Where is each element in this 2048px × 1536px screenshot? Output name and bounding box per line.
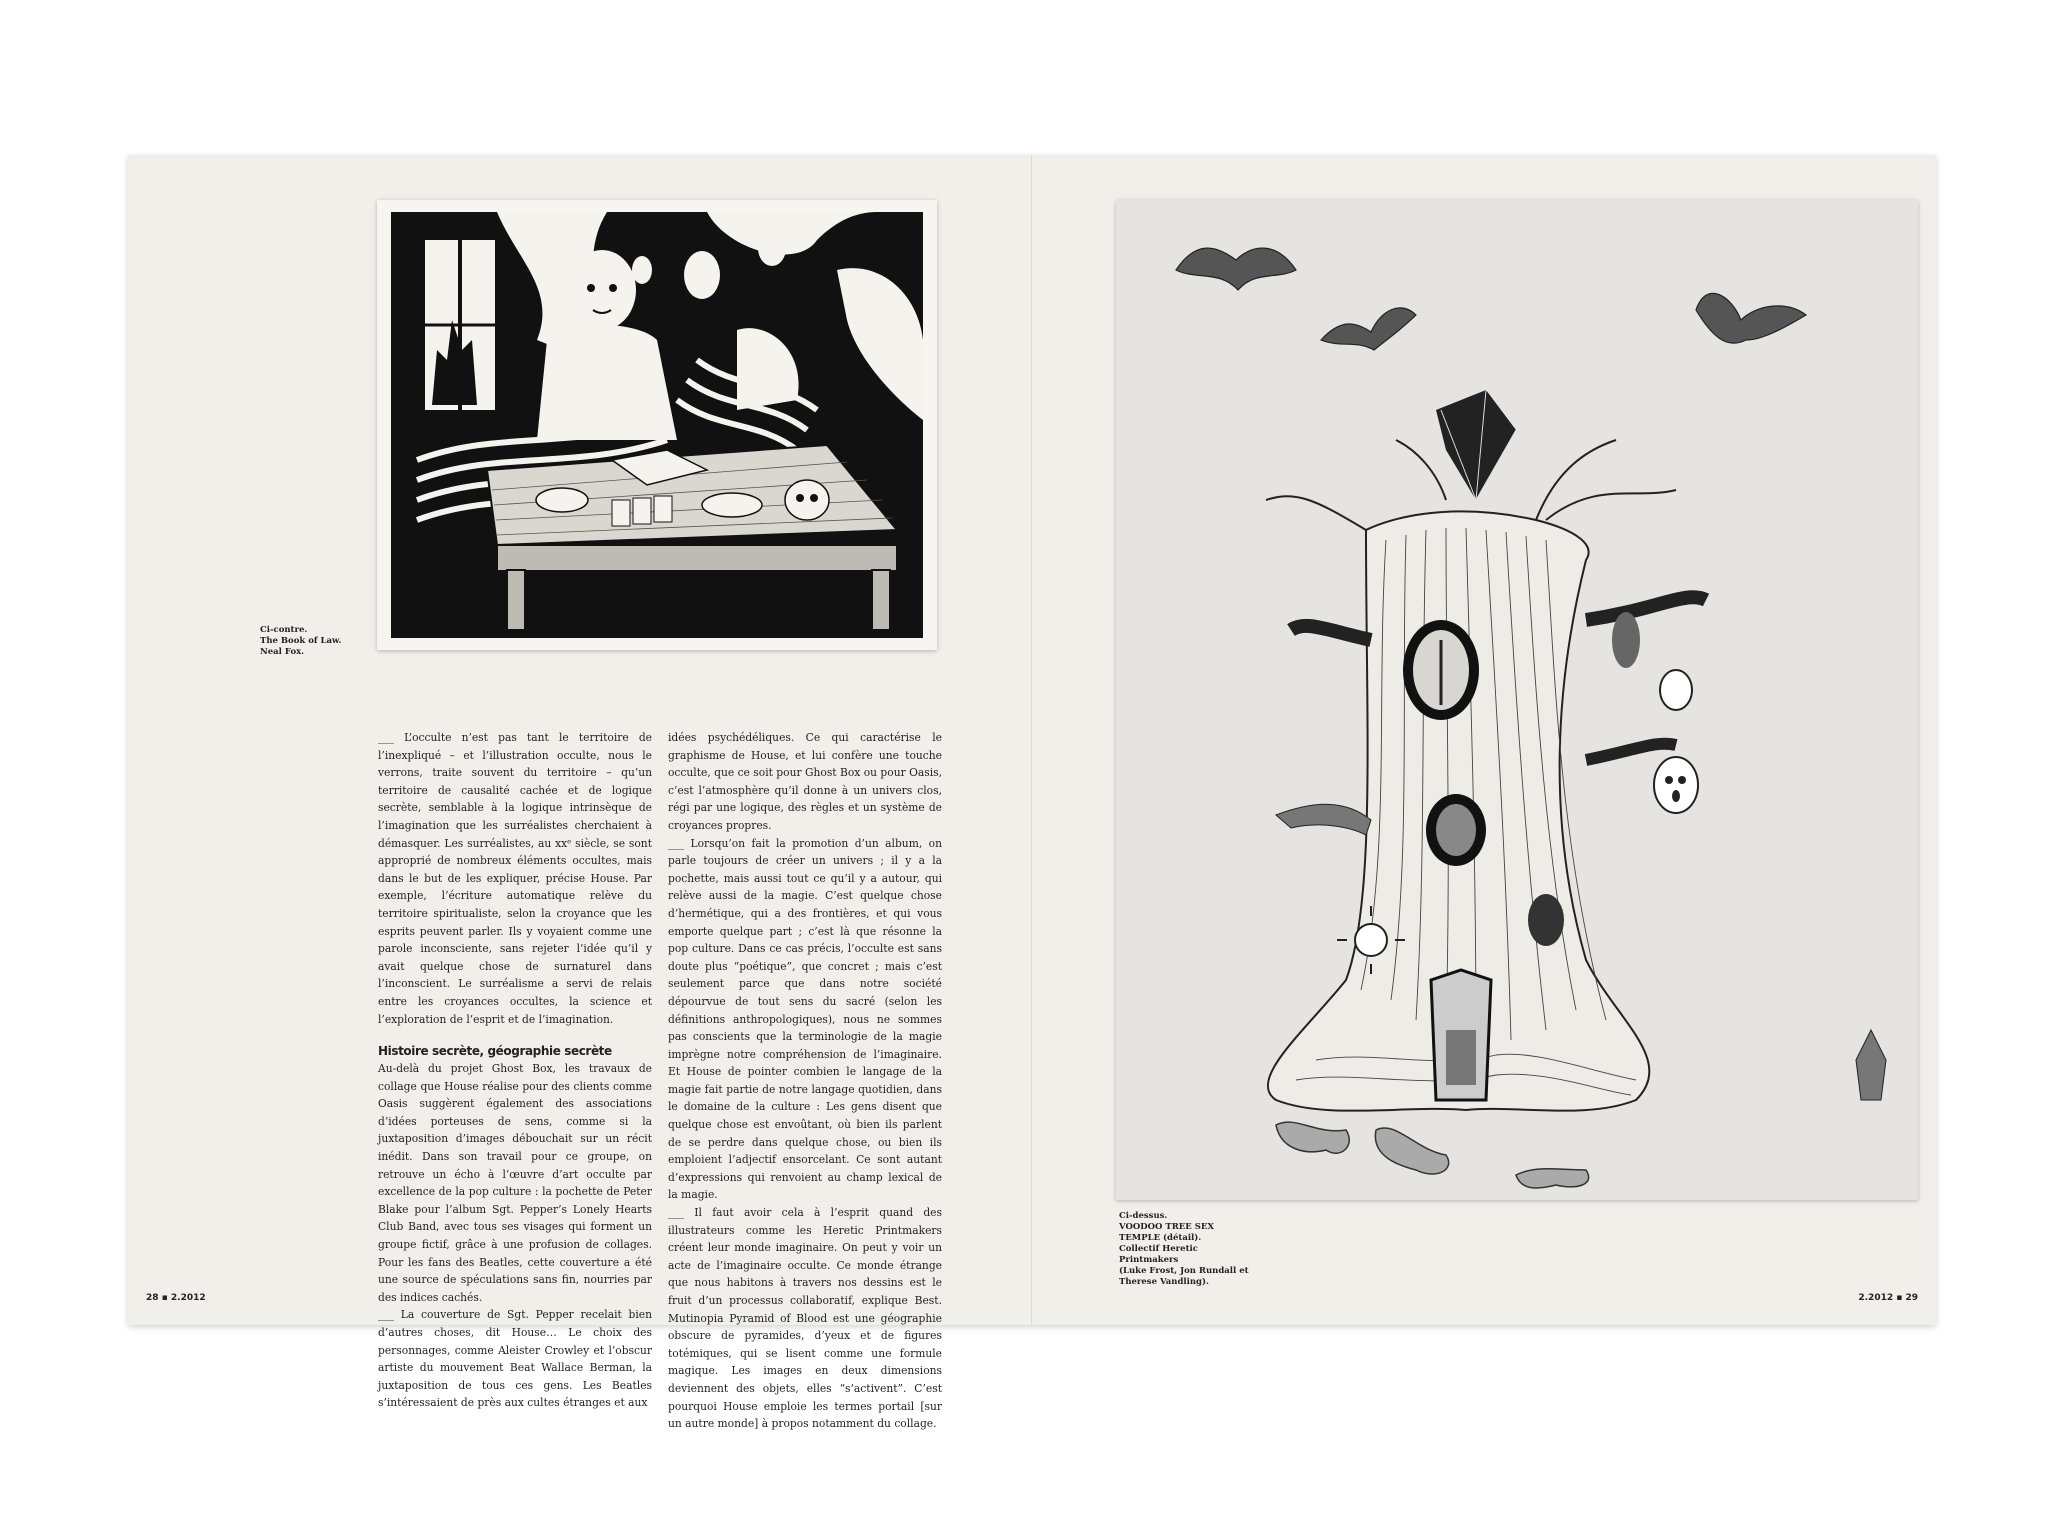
paragraph: ___ Lorsqu’on fait la promotion d’un album, on parle toujours de créer un univers ; il y a la pochette, mais aussi tout ce qu’il y a autour, qui relève aussi de la magie. C’est quelque chose d’hermétique, qui a des frontières, et qui vous emporte quelque part ; c’est là que résonne la pop culture. Dans ce cas précis, l’occulte est sans doute plus “poétique”, que concret ; mais c’est seulement parce que dans notre société dépourvue de tout sens du sacré (selon les définitions anthropologiques), nous ne sommes pas conscients que la terminologie de la magie imprègne notre compréhension de l’imaginaire. Et House de pointer combien le langage de la magie fait partie de notre langage quotidien, dans le domaine de la culture : Les gens disent que quelque chose est envoûtant, où bien ils parlent de se perdre dans quelque chose, ou bien ils emploient l’adjectif ensorcelant. Ce sont autant d’expressions qui renvoient au champ lexical de la magie. [668,836,942,1202]
paragraph: ___ L’occulte n’est pas tant le territoire de l’inexpliqué – et l’illustration occulte, nous le verrons, traite souvent du territoire – qu’un territoire de causalité cachée et de logique secrète, semblable à la logique intrinsèque de l’imagination que les surréalistes cherchaient à démasquer. Les surréalistes, au xxᵉ siècle, se sont approprié de nombreux éléments occultes, mais dans le but de les expliquer, précise House. Par exemple, l’écriture automatique relève du territoire spiritualiste, selon la croyance que les esprits peuvent parler. Ils y voyaient comme une parole inconsciente, sans rejeter l’idée qu’il y avait quelque chose de surnaturel dans l’inconscient. Le surréalisme a servi de relais entre les croyances occultes, la science et l’exploration de l’esprit et de l’imagination. [378,731,652,1026]
caption-title: VOODOO TREE SEX TEMPLE (détail). [1119,1222,1214,1243]
left-image-caption [260,625,370,658]
voodoo-tree-illustration [1116,200,1918,1200]
book-of-law-illustration [377,200,937,650]
caption-title: The Book of Law. [260,636,342,646]
caption-credit: Collectif Heretic Printmakers [1119,1244,1198,1265]
paragraph: idées psychédéliques. Ce qui caractérise le graphisme de House, et lui confère une touche occulte, que ce soit pour Ghost Box ou pour Oasis, c’est l’atmosphère qu’il donne à un univers clos, régi par une logique, des règles et un système de croyances propres. [668,731,943,832]
paragraph: ___ La couverture de Sgt. Pepper recelait bien d’autres choses, dit House… Le choix des personnages, comme Aleister Crowley et l’obscur artiste du mouvement Beat Wallace Berman, la juxtaposition de tous ces gens. Les Beatles s’intéressaient de près aux cultes étranges et aux [378,1308,652,1410]
caption-author: Neal Fox. [260,647,305,657]
spread-gutter [1031,155,1033,1325]
voodoo-tree-illustration-plate [1116,200,1918,1200]
paragraph: ___ Il faut avoir cela à l’esprit quand des illustrateurs comme les Heretic Printmakers créent leur monde imaginaire. On peut y voir un acte de l’imaginaire occulte. Ce monde étrange que nous habitons à travers nos dessins est le fruit d’un processus collaboratif, explique Best. Mutinopia Pyramid of Blood est une géographie obscure de pyramides, d’yeux et de figures totémiques, qui se lisent comme une formule magique. Les images en deux dimensions deviennent des objets, elles “s’activent”. C’est pourquoi House emploie les termes portail [sur un autre monde] à propos notamment du collage. [668,1206,942,1431]
page-number-right: 2.2012 ▪ 29 [1858,1293,1918,1303]
caption-line: Ci-dessus. [1119,1211,1168,1221]
caption-artists: (Luke Frost, Jon Rundall et Therese Vandling). [1119,1266,1249,1287]
right-image-caption [1119,1211,1249,1288]
text-column-2 [668,729,942,1433]
paragraph: Au-delà du projet Ghost Box, les travaux de collage que House réalise pour des clients comme Oasis suggèrent également des associations d’idées porteuses de sens, comme si la juxtaposition d’images débouchait sur un récit inédit. Dans son travail pour ce groupe, on retrouve un écho à l’œuvre d’art occulte par excellence de la pop culture : la pochette de Peter Blake pour l’album Sgt. Pepper’s Lonely Hearts Club Band, avec tous ses visages qui forment un groupe fictif, grâce à une profusion de collages. Pour les fans des Beatles, cette couverture a été une source de spéculations sans fin, nourries par des indices cachés. [378,1062,652,1304]
caption-line: Ci-contre. [260,625,308,635]
text-column-1 [378,729,652,1412]
magazine-spread [128,155,1936,1431]
occult-writing-scene-illustration [377,200,937,650]
page-number-left: 28 ▪ 2.2012 [146,1293,206,1303]
section-heading: Histoire secrète, géographie secrète [378,1044,612,1059]
